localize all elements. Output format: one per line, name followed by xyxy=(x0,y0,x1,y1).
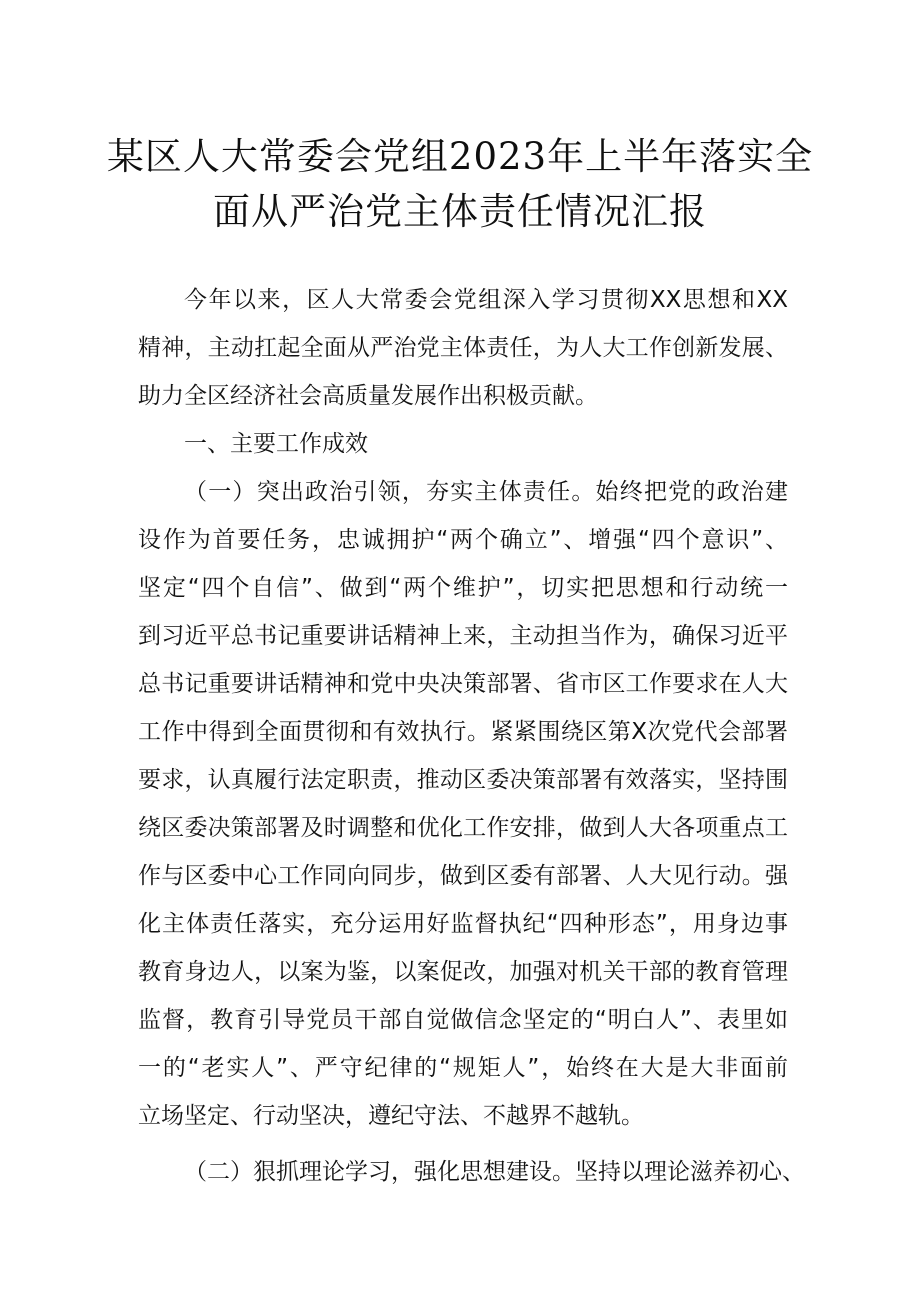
paragraph-line: 要求，认真履行法定职责，推动区委决策部署有效落实，坚持围 xyxy=(138,767,788,793)
document-title-line-2: 面从严治党主体责任情况汇报 xyxy=(213,190,707,233)
paragraph-line: 绕区委决策部署及时调整和优化工作安排，做到人大各项重点工 xyxy=(138,815,788,841)
paragraph-line: 总书记重要讲话精神和党中央决策部署、省市区工作要求在人大 xyxy=(138,671,788,697)
paragraph-line: 教育身边人，以案为鉴，以案促改，加强对机关干部的教育管理 xyxy=(138,959,788,985)
paragraph-line: 监督，教育引导党员干部自觉做信念坚定的“明白人”、表里如 xyxy=(138,1007,788,1033)
paragraph-line: （二）狠抓理论学习，强化思想建设。坚持以理论滋养初心、 xyxy=(184,1159,805,1185)
intro-line: 今年以来，区人大常委会党组深入学习贯彻XX思想和XX xyxy=(184,287,788,313)
intro-line: 助力全区经济社会高质量发展作出积极贡献。 xyxy=(138,383,598,409)
paragraph-line: 坚定“四个自信”、做到“两个维护”，切实把思想和行动统一 xyxy=(138,575,788,601)
paragraph-line: 工作中得到全面贯彻和有效执行。紧紧围绕区第X次党代会部署 xyxy=(138,719,788,745)
paragraph-line: 到习近平总书记重要讲话精神上来，主动担当作为，确保习近平 xyxy=(138,623,788,649)
paragraph-line: 一的“老实人”、严守纪律的“规矩人”，始终在大是大非面前 xyxy=(138,1055,788,1081)
intro-line: 精神，主动扛起全面从严治党主体责任，为人大工作创新发展、 xyxy=(138,335,788,361)
paragraph-line: 化主体责任落实，充分运用好监督执纪“四种形态”，用身边事 xyxy=(138,911,788,937)
paragraph-line: （一）突出政治引领，夯实主体责任。始终把党的政治建 xyxy=(184,479,788,505)
paragraph-line: 作与区委中心工作同向同步，做到区委有部署、人大见行动。强 xyxy=(138,863,788,889)
paragraph-line: 立场坚定、行动坚决，遵纪守法、不越界不越轨。 xyxy=(138,1103,644,1129)
document-title-line-1: 某区人大常委会党组2023年上半年落实全 xyxy=(106,135,814,178)
paragraph-line: 设作为首要任务，忠诚拥护“两个确立”、增强“四个意识”、 xyxy=(138,527,788,553)
section-heading: 一、主要工作成效 xyxy=(184,431,368,457)
